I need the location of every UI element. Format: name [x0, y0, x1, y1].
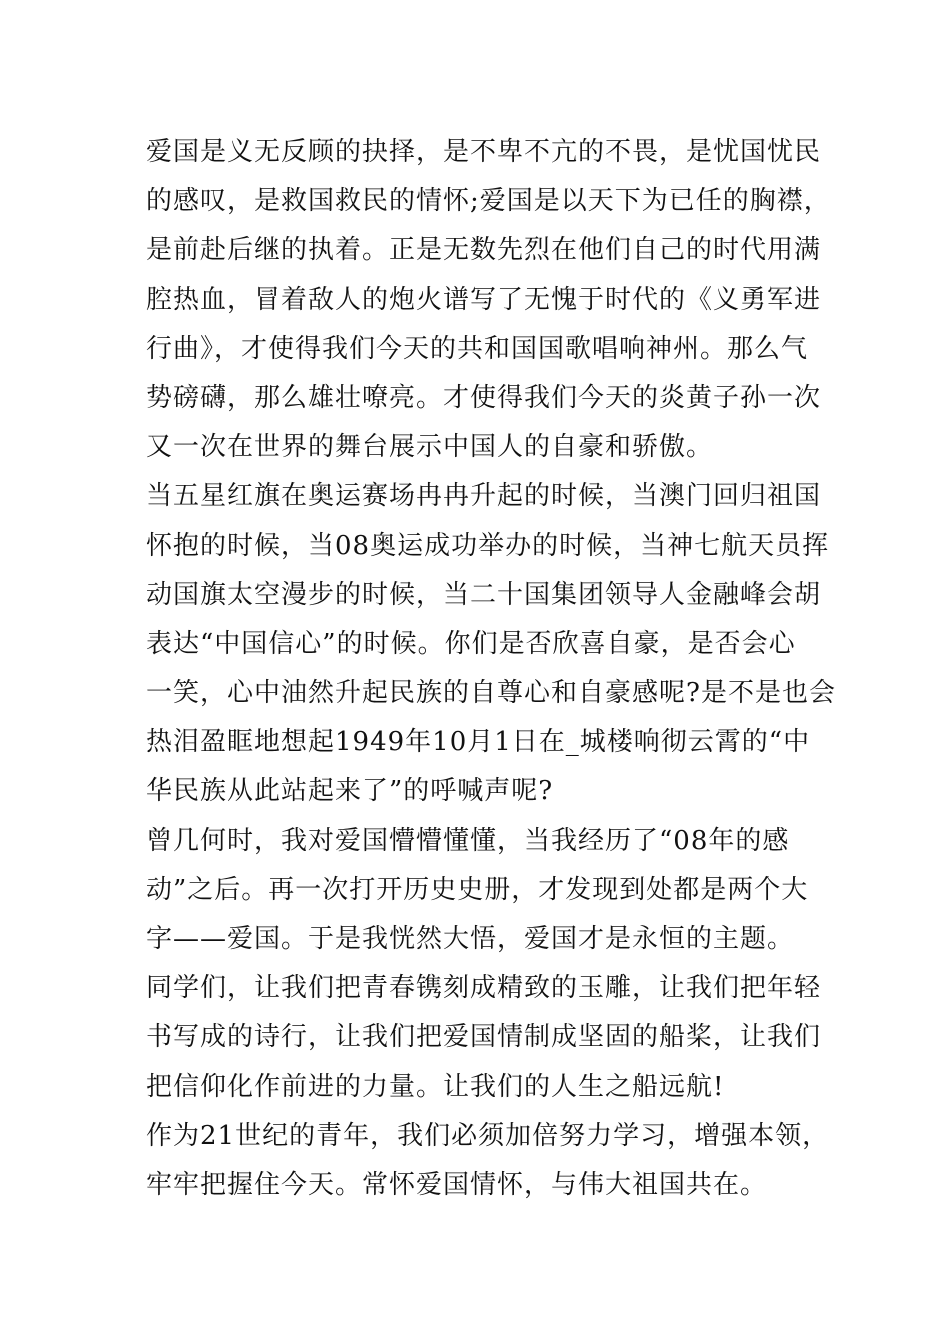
text-line: 一笑，心中油然升起民族的自尊心和自豪感呢?是不是也会: [146, 678, 836, 709]
text-line: 字——爱国。于是我恍然大悟，爱国才是永恒的主题。: [146, 924, 795, 954]
text-line: 书写成的诗行，让我们把爱国情制成坚固的船桨，让我们: [146, 1022, 822, 1053]
text-line: 是前赴后继的执着。正是无数先烈在他们自己的时代用满: [146, 235, 822, 266]
text-line: 动”之后。再一次打开历史史册，才发现到处都是两个大: [146, 874, 809, 905]
text-line: 行曲》，才使得我们今天的共和国国歌唱响神州。那么气: [146, 333, 809, 364]
text-line: 的感叹，是救国救民的情怀;爱国是以天下为已任的胸襟，: [146, 186, 831, 217]
text-line: 同学们，让我们把青春镌刻成精致的玉雕，让我们把年轻: [146, 973, 822, 1004]
text-line: 华民族从此站起来了”的呼喊声呢?: [146, 776, 554, 807]
text-line: 表达“中国信心”的时候。你们是否欣喜自豪，是否会心: [146, 628, 796, 659]
text-line: 动国旗太空漫步的时候，当二十国集团领导人金融峰会胡: [146, 579, 822, 610]
text-line: 怀抱的时候，当08奥运成功举办的时候，当神七航天员挥: [146, 530, 830, 561]
text-line: 作为21世纪的青年，我们必须加倍努力学习，增强本领，: [146, 1120, 830, 1151]
text-line: 又一次在世界的舞台展示中国人的自豪和骄傲。: [146, 432, 714, 463]
text-line: 热泪盈眶地想起1949年10月1日在_城楼响彻云霄的“中: [146, 727, 811, 758]
text-line: 牢牢把握住今天。常怀爱国情怀，与伟大祖国共在。: [146, 1169, 768, 1200]
text-line: 曾几何时，我对爱国懵懵懂懂，当我经历了“08年的感: [146, 825, 790, 856]
text-line: 爱国是义无反顾的抉择，是不卑不亢的不畏，是忧国忧民: [146, 137, 822, 167]
text-line: 势磅礴，那么雄壮嘹亮。才使得我们今天的炎黄子孙一次: [146, 382, 822, 413]
text-line: 当五星红旗在奥运赛场冉冉升起的时候，当澳门回归祖国: [146, 481, 822, 512]
document-body: [146, 128, 836, 1210]
text-line: 把信仰化作前进的力量。让我们的人生之船远航!: [146, 1071, 725, 1102]
text-line: 腔热血，冒着敌人的炮火谱写了无愧于时代的《义勇军进: [146, 284, 822, 315]
